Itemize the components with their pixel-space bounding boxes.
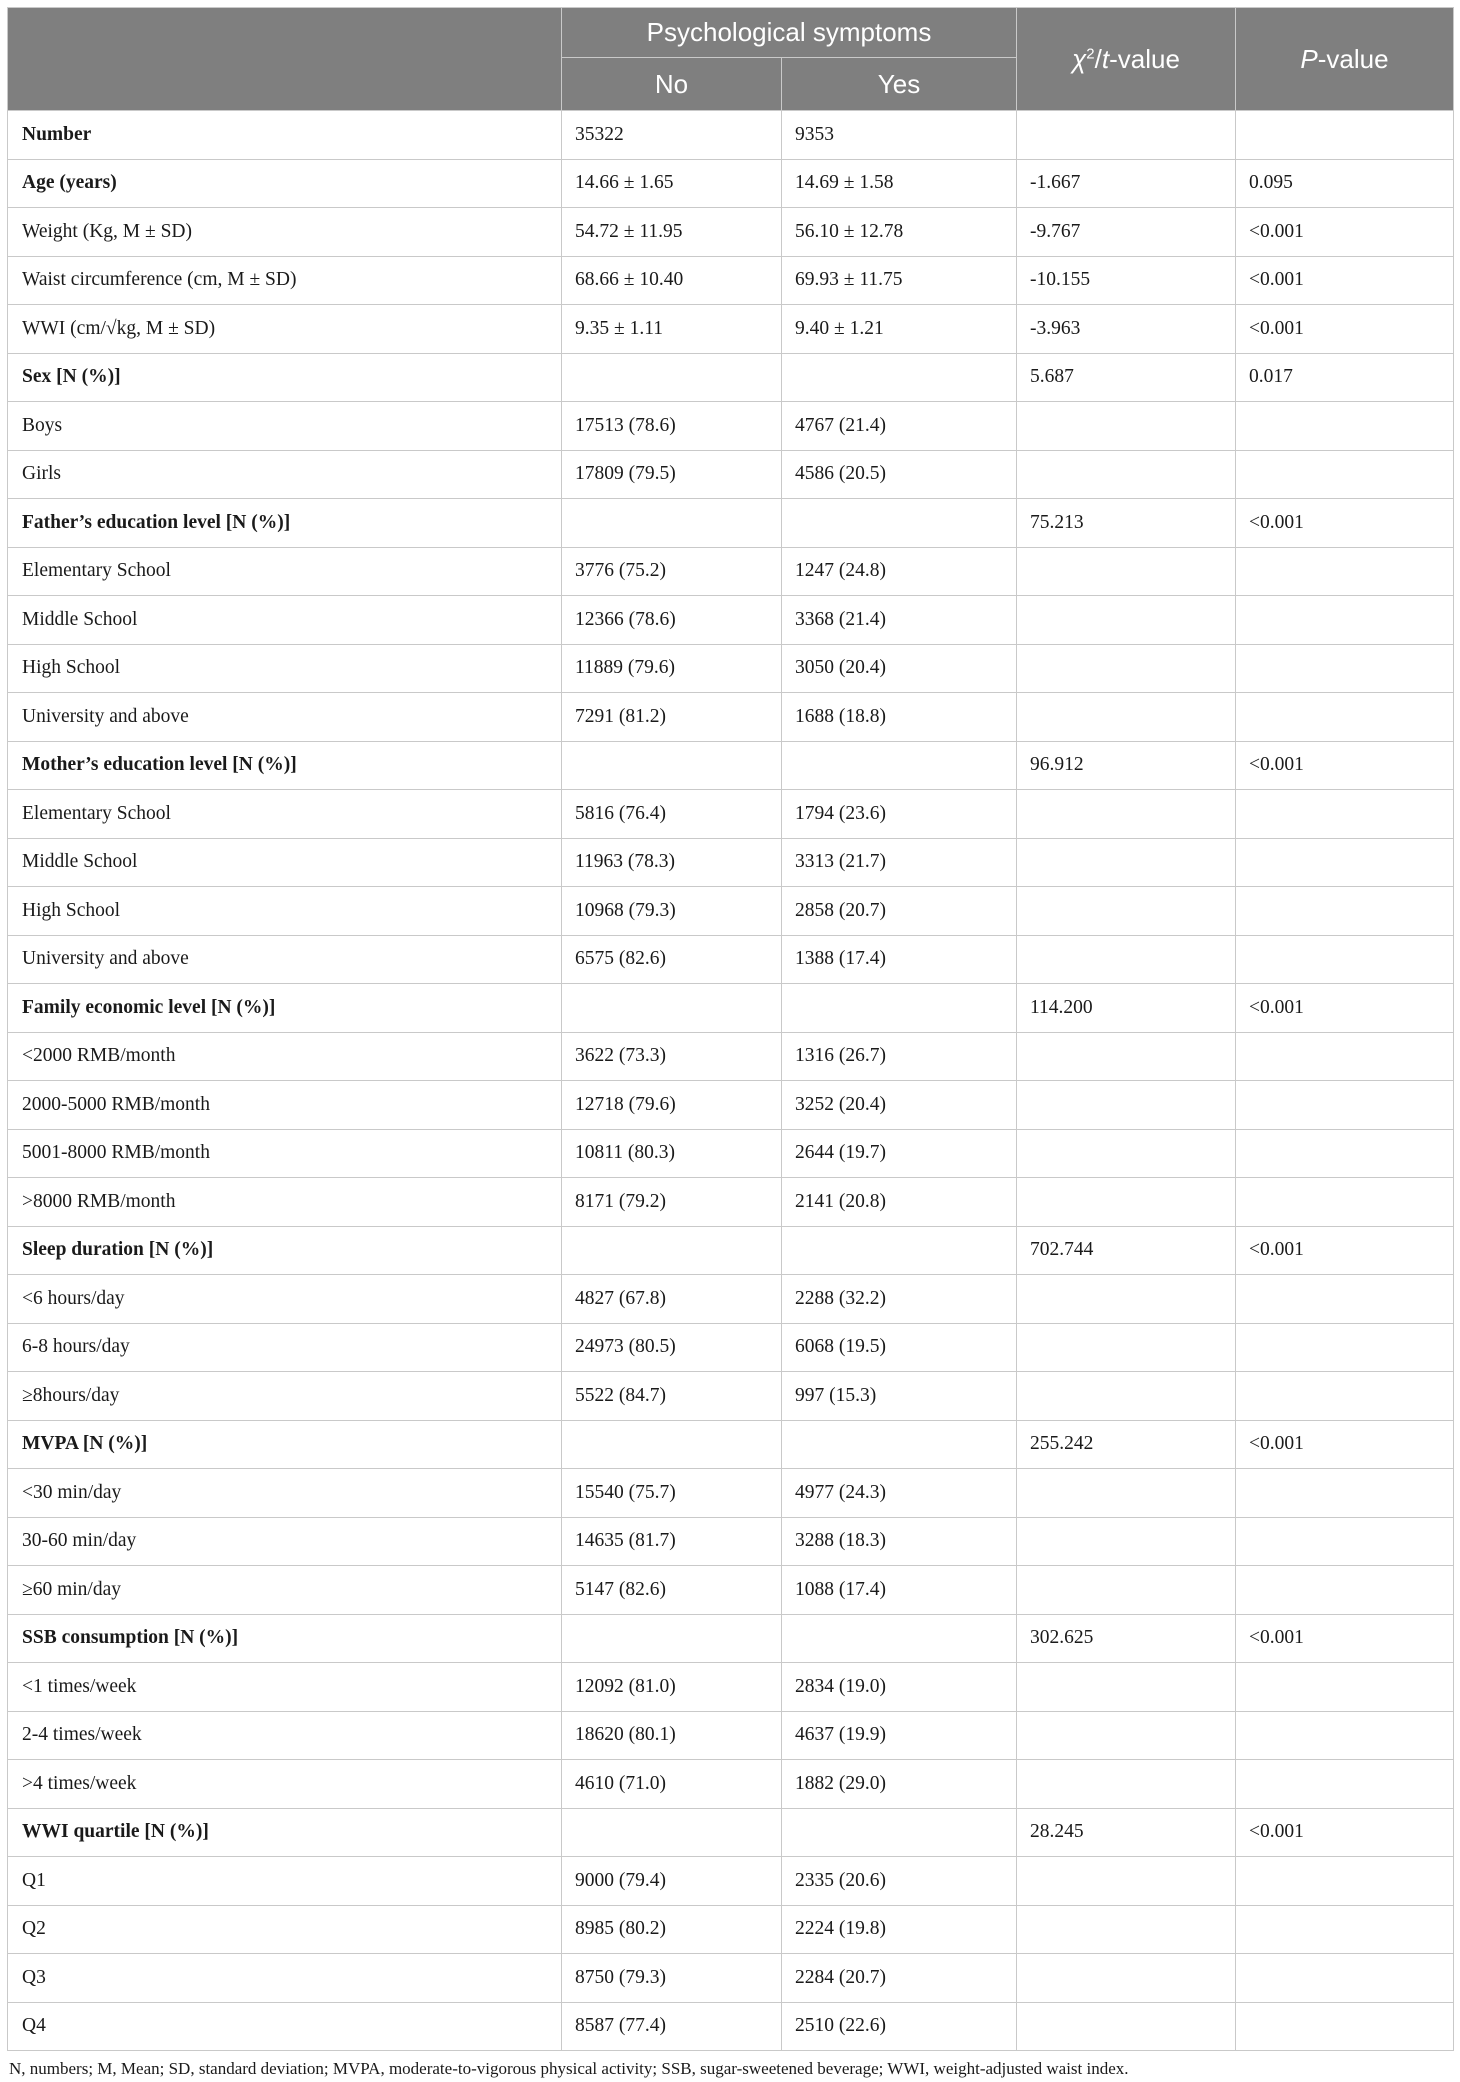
p-value [1236, 1566, 1454, 1615]
p-value: <0.001 [1236, 256, 1454, 305]
table-row [8, 547, 1454, 596]
yes-value [782, 1226, 1017, 1275]
no-value: 12718 (79.6) [562, 1081, 782, 1130]
row-label: Mother’s education level [N (%)] [8, 741, 562, 790]
row-label: Weight (Kg, M ± SD) [8, 208, 562, 257]
header-stat-rest: -value [1109, 43, 1180, 74]
yes-value: 2510 (22.6) [782, 2002, 1017, 2051]
yes-value: 2834 (19.0) [782, 1663, 1017, 1712]
table-row [8, 790, 1454, 839]
no-value: 4610 (71.0) [562, 1760, 782, 1809]
table-row [8, 402, 1454, 451]
p-value: <0.001 [1236, 741, 1454, 790]
no-value: 9000 (79.4) [562, 1857, 782, 1906]
table-row [8, 1032, 1454, 1081]
stat-value [1017, 1711, 1236, 1760]
stat-value [1017, 1663, 1236, 1712]
p-value [1236, 693, 1454, 742]
table-row [8, 1129, 1454, 1178]
yes-value: 9.40 ± 1.21 [782, 305, 1017, 354]
row-label: Middle School [8, 838, 562, 887]
table-row [8, 450, 1454, 499]
p-value: <0.001 [1236, 1226, 1454, 1275]
yes-value: 3252 (20.4) [782, 1081, 1017, 1130]
table-footnote: N, numbers; M, Mean; SD, standard deviation; MVPA, moderate-to-vigorous physical activity; SSB, sugar-sweetened beverage; WWI, weight-adjusted waist index. [9, 2059, 1129, 2078]
row-label: 2000-5000 RMB/month [8, 1081, 562, 1130]
table-row [8, 1420, 1454, 1469]
yes-value: 1688 (18.8) [782, 693, 1017, 742]
row-label: >4 times/week [8, 1760, 562, 1809]
table-row [8, 1857, 1454, 1906]
row-label: <6 hours/day [8, 1275, 562, 1324]
p-value [1236, 1129, 1454, 1178]
p-value [1236, 2002, 1454, 2051]
no-value [562, 1420, 782, 1469]
stat-value [1017, 1032, 1236, 1081]
stat-value [1017, 2002, 1236, 2051]
yes-value [782, 741, 1017, 790]
yes-value: 2141 (20.8) [782, 1178, 1017, 1227]
row-label: WWI (cm/√kg, M ± SD) [8, 305, 562, 354]
table-row [8, 1275, 1454, 1324]
header-t-symbol: t [1101, 43, 1110, 74]
yes-value: 56.10 ± 12.78 [782, 208, 1017, 257]
no-value: 5522 (84.7) [562, 1372, 782, 1421]
p-value: 0.017 [1236, 353, 1454, 402]
p-value [1236, 1081, 1454, 1130]
yes-value: 4977 (24.3) [782, 1469, 1017, 1518]
row-label: Boys [8, 402, 562, 451]
row-label: University and above [8, 693, 562, 742]
table-row [8, 1226, 1454, 1275]
p-value [1236, 402, 1454, 451]
p-value: <0.001 [1236, 1614, 1454, 1663]
stat-value [1017, 1081, 1236, 1130]
table-row [8, 1760, 1454, 1809]
no-value [562, 1226, 782, 1275]
no-value: 15540 (75.7) [562, 1469, 782, 1518]
p-value [1236, 644, 1454, 693]
stat-value [1017, 596, 1236, 645]
stat-value [1017, 450, 1236, 499]
p-value [1236, 450, 1454, 499]
stat-value: 5.687 [1017, 353, 1236, 402]
stat-value [1017, 111, 1236, 160]
yes-value [782, 499, 1017, 548]
yes-value: 1388 (17.4) [782, 935, 1017, 984]
table-row [8, 208, 1454, 257]
no-value: 11963 (78.3) [562, 838, 782, 887]
yes-value: 4637 (19.9) [782, 1711, 1017, 1760]
p-value [1236, 1275, 1454, 1324]
yes-value: 3313 (21.7) [782, 838, 1017, 887]
no-value: 8587 (77.4) [562, 2002, 782, 2051]
p-value [1236, 1517, 1454, 1566]
row-label: High School [8, 644, 562, 693]
yes-value: 1316 (26.7) [782, 1032, 1017, 1081]
p-value [1236, 1323, 1454, 1372]
no-value: 3776 (75.2) [562, 547, 782, 596]
stat-value [1017, 402, 1236, 451]
stat-value [1017, 935, 1236, 984]
yes-value: 1088 (17.4) [782, 1566, 1017, 1615]
yes-value: 69.93 ± 11.75 [782, 256, 1017, 305]
table-row [8, 159, 1454, 208]
no-value [562, 984, 782, 1033]
table-row [8, 353, 1454, 402]
stat-value: 28.245 [1017, 1808, 1236, 1857]
stat-value [1017, 547, 1236, 596]
stat-value [1017, 1323, 1236, 1372]
header-col-yes: Yes [782, 58, 1017, 111]
header-chi-symbol: χ [1072, 43, 1087, 74]
no-value: 12366 (78.6) [562, 596, 782, 645]
stat-value: 96.912 [1017, 741, 1236, 790]
stat-value [1017, 1178, 1236, 1227]
p-value [1236, 1760, 1454, 1809]
table-row [8, 935, 1454, 984]
yes-value: 3368 (21.4) [782, 596, 1017, 645]
yes-value: 2858 (20.7) [782, 887, 1017, 936]
table-row [8, 644, 1454, 693]
p-value [1236, 887, 1454, 936]
no-value: 8750 (79.3) [562, 1954, 782, 2003]
row-label: Sex [N (%)] [8, 353, 562, 402]
stat-value: -1.667 [1017, 159, 1236, 208]
p-value [1236, 1711, 1454, 1760]
row-label: ≥60 min/day [8, 1566, 562, 1615]
table-row [8, 1469, 1454, 1518]
p-value: <0.001 [1236, 499, 1454, 548]
row-label: Age (years) [8, 159, 562, 208]
p-value [1236, 1905, 1454, 1954]
stat-value [1017, 1275, 1236, 1324]
no-value: 4827 (67.8) [562, 1275, 782, 1324]
p-value: 0.095 [1236, 159, 1454, 208]
p-value [1236, 838, 1454, 887]
p-value: <0.001 [1236, 1420, 1454, 1469]
table-body [8, 111, 1454, 2051]
row-label: Q1 [8, 1857, 562, 1906]
row-label: Middle School [8, 596, 562, 645]
table-row [8, 1178, 1454, 1227]
table-row [8, 887, 1454, 936]
stat-value [1017, 1469, 1236, 1518]
row-label: 30-60 min/day [8, 1517, 562, 1566]
header-p-value [1236, 8, 1454, 111]
yes-value: 3288 (18.3) [782, 1517, 1017, 1566]
table-row [8, 1905, 1454, 1954]
no-value: 18620 (80.1) [562, 1711, 782, 1760]
yes-value: 6068 (19.5) [782, 1323, 1017, 1372]
table-row [8, 1372, 1454, 1421]
stat-value [1017, 693, 1236, 742]
table-row [8, 1711, 1454, 1760]
p-value: <0.001 [1236, 305, 1454, 354]
row-label: >8000 RMB/month [8, 1178, 562, 1227]
stat-value [1017, 1129, 1236, 1178]
row-label: 6-8 hours/day [8, 1323, 562, 1372]
stat-value: -3.963 [1017, 305, 1236, 354]
row-label: Family economic level [N (%)] [8, 984, 562, 1033]
stat-value [1017, 887, 1236, 936]
no-value: 11889 (79.6) [562, 644, 782, 693]
table-row [8, 1614, 1454, 1663]
p-value [1236, 1372, 1454, 1421]
stat-value [1017, 1517, 1236, 1566]
no-value [562, 353, 782, 402]
stat-value [1017, 1857, 1236, 1906]
table-row [8, 1323, 1454, 1372]
p-value [1236, 1469, 1454, 1518]
header-psych-symptoms: Psychological symptoms [562, 8, 1017, 58]
row-label: Number [8, 111, 562, 160]
no-value: 54.72 ± 11.95 [562, 208, 782, 257]
p-value [1236, 1954, 1454, 2003]
header-p-symbol: P [1300, 43, 1318, 74]
table-row [8, 111, 1454, 160]
row-label: Q3 [8, 1954, 562, 2003]
no-value: 10811 (80.3) [562, 1129, 782, 1178]
header-chi-superscript: 2 [1086, 44, 1095, 62]
table-container [7, 7, 1453, 2079]
row-label: <2000 RMB/month [8, 1032, 562, 1081]
row-label: MVPA [N (%)] [8, 1420, 562, 1469]
table-row [8, 256, 1454, 305]
no-value: 14.66 ± 1.65 [562, 159, 782, 208]
table-row [8, 1954, 1454, 2003]
yes-value: 1882 (29.0) [782, 1760, 1017, 1809]
no-value: 17513 (78.6) [562, 402, 782, 451]
no-value: 5147 (82.6) [562, 1566, 782, 1615]
no-value: 5816 (76.4) [562, 790, 782, 839]
row-label: ≥8hours/day [8, 1372, 562, 1421]
p-value [1236, 596, 1454, 645]
stat-value [1017, 1372, 1236, 1421]
table-row [8, 838, 1454, 887]
stat-value: 255.242 [1017, 1420, 1236, 1469]
row-label: <1 times/week [8, 1663, 562, 1712]
p-value: <0.001 [1236, 984, 1454, 1033]
yes-value: 2335 (20.6) [782, 1857, 1017, 1906]
no-value [562, 741, 782, 790]
no-value: 12092 (81.0) [562, 1663, 782, 1712]
row-label: Elementary School [8, 790, 562, 839]
table-row [8, 1081, 1454, 1130]
stat-value: -10.155 [1017, 256, 1236, 305]
no-value: 8171 (79.2) [562, 1178, 782, 1227]
yes-value: 997 (15.3) [782, 1372, 1017, 1421]
table-header [8, 8, 1454, 111]
table-row [8, 2002, 1454, 2051]
yes-value: 2644 (19.7) [782, 1129, 1017, 1178]
header-empty-cell [8, 8, 562, 111]
p-value: <0.001 [1236, 208, 1454, 257]
stat-value [1017, 1954, 1236, 2003]
row-label: Elementary School [8, 547, 562, 596]
stat-value [1017, 838, 1236, 887]
table-row [8, 499, 1454, 548]
no-value: 7291 (81.2) [562, 693, 782, 742]
row-label: 5001-8000 RMB/month [8, 1129, 562, 1178]
no-value: 35322 [562, 111, 782, 160]
no-value: 17809 (79.5) [562, 450, 782, 499]
yes-value [782, 353, 1017, 402]
p-value [1236, 1032, 1454, 1081]
table-row [8, 693, 1454, 742]
yes-value: 1247 (24.8) [782, 547, 1017, 596]
header-stat-value [1017, 8, 1236, 111]
no-value: 9.35 ± 1.11 [562, 305, 782, 354]
row-label: 2-4 times/week [8, 1711, 562, 1760]
yes-value: 2224 (19.8) [782, 1905, 1017, 1954]
p-value [1236, 1178, 1454, 1227]
table-row [8, 741, 1454, 790]
row-label: University and above [8, 935, 562, 984]
p-value: <0.001 [1236, 1808, 1454, 1857]
yes-value: 2288 (32.2) [782, 1275, 1017, 1324]
header-col-no: No [562, 58, 782, 111]
p-value [1236, 111, 1454, 160]
table-row [8, 596, 1454, 645]
yes-value: 1794 (23.6) [782, 790, 1017, 839]
yes-value [782, 1420, 1017, 1469]
p-value [1236, 935, 1454, 984]
header-p-rest: -value [1317, 43, 1389, 74]
yes-value: 4767 (21.4) [782, 402, 1017, 451]
row-label: Q4 [8, 2002, 562, 2051]
yes-value [782, 984, 1017, 1033]
no-value: 24973 (80.5) [562, 1323, 782, 1372]
yes-value: 9353 [782, 111, 1017, 160]
stat-value: -9.767 [1017, 208, 1236, 257]
table-row [8, 305, 1454, 354]
row-label: Waist circumference (cm, M ± SD) [8, 256, 562, 305]
row-label: Girls [8, 450, 562, 499]
row-label: High School [8, 887, 562, 936]
no-value: 14635 (81.7) [562, 1517, 782, 1566]
stat-value: 702.744 [1017, 1226, 1236, 1275]
stat-value: 302.625 [1017, 1614, 1236, 1663]
no-value: 6575 (82.6) [562, 935, 782, 984]
no-value: 3622 (73.3) [562, 1032, 782, 1081]
no-value: 8985 (80.2) [562, 1905, 782, 1954]
no-value: 10968 (79.3) [562, 887, 782, 936]
table-row [8, 1566, 1454, 1615]
table-row [8, 1808, 1454, 1857]
row-label: SSB consumption [N (%)] [8, 1614, 562, 1663]
p-value [1236, 1663, 1454, 1712]
row-label: Sleep duration [N (%)] [8, 1226, 562, 1275]
stat-value: 75.213 [1017, 499, 1236, 548]
stat-value [1017, 1760, 1236, 1809]
yes-value: 2284 (20.7) [782, 1954, 1017, 2003]
yes-value [782, 1614, 1017, 1663]
yes-value [782, 1808, 1017, 1857]
no-value [562, 499, 782, 548]
table-row [8, 1663, 1454, 1712]
p-value [1236, 547, 1454, 596]
row-label: Father’s education level [N (%)] [8, 499, 562, 548]
no-value: 68.66 ± 10.40 [562, 256, 782, 305]
characteristics-table [7, 7, 1454, 2051]
header-stat-sep: / [1094, 43, 1102, 74]
stat-value [1017, 1905, 1236, 1954]
table-row [8, 984, 1454, 1033]
stat-value [1017, 644, 1236, 693]
stat-value [1017, 790, 1236, 839]
stat-value: 114.200 [1017, 984, 1236, 1033]
no-value [562, 1614, 782, 1663]
yes-value: 3050 (20.4) [782, 644, 1017, 693]
no-value [562, 1808, 782, 1857]
row-label: Q2 [8, 1905, 562, 1954]
yes-value: 14.69 ± 1.58 [782, 159, 1017, 208]
stat-value [1017, 1566, 1236, 1615]
p-value [1236, 1857, 1454, 1906]
row-label: <30 min/day [8, 1469, 562, 1518]
p-value [1236, 790, 1454, 839]
table-row [8, 1517, 1454, 1566]
row-label: WWI quartile [N (%)] [8, 1808, 562, 1857]
yes-value: 4586 (20.5) [782, 450, 1017, 499]
